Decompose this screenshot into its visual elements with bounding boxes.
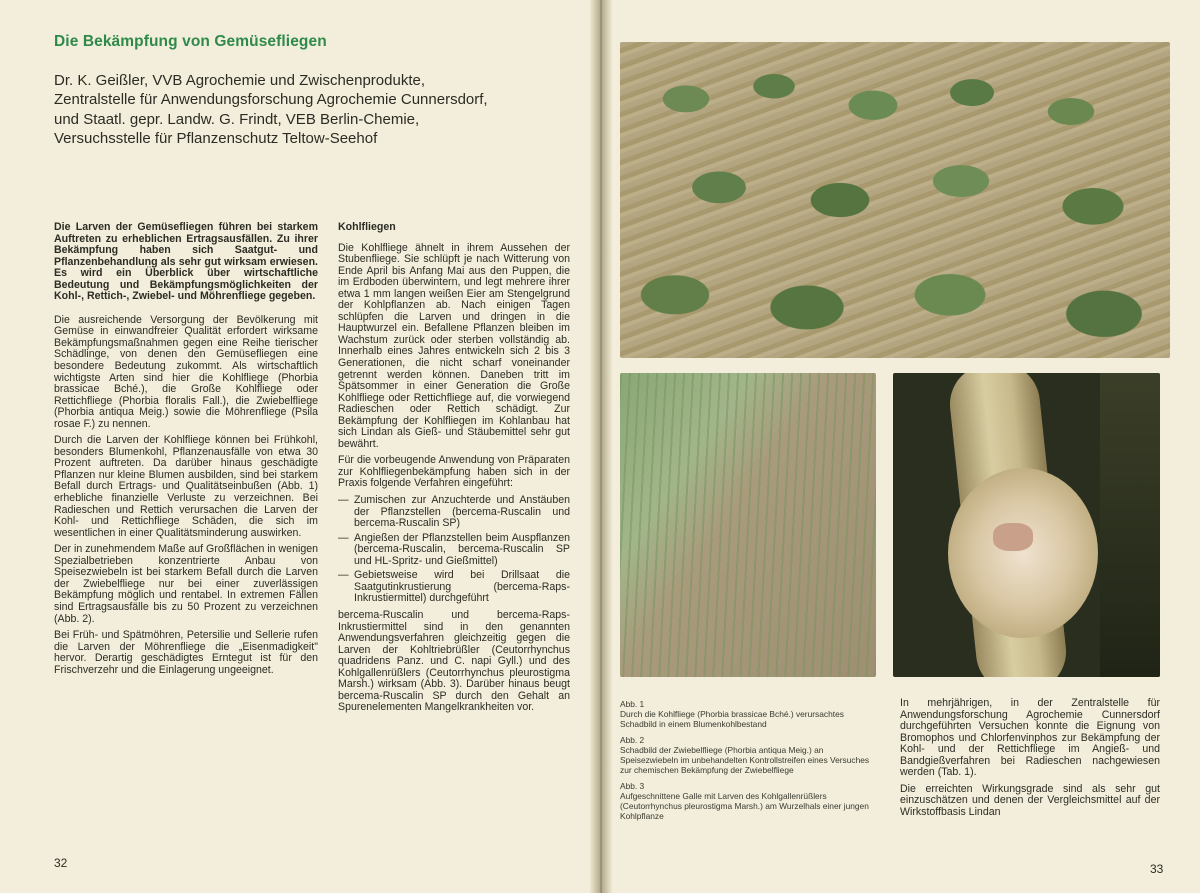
photo-onion-rows <box>620 373 876 677</box>
author-line: Zentralstelle für Anwendungsforschung Agrochemie Cunnersdorf, <box>54 91 488 109</box>
body-paragraph: Bei Früh- und Spätmöhren, Petersilie und Sellerie rufen die Larven der Möhrenfliege die „Eisenmadigkeit" hervor. Derartig geschädigtes Erntegut ist für den Frischverzehr und die Einlagerung ungeeignet. <box>54 629 318 676</box>
body-paragraph: Für die vorbeugende Anwendung von Präparaten zur Kohlfliegenbekämpfung haben sich in der Praxis folgende Verfahren eingeführt: <box>338 454 570 490</box>
photo-gall-opening <box>993 523 1033 551</box>
text-column-1 <box>54 222 318 681</box>
author-line: Dr. K. Geißler, VVB Agrochemie und Zwischenprodukte, <box>54 72 426 89</box>
list-item: — Zumischen zur Anzuchterde und Anstäuben der Pflanzstellen (bercema-Ruscalin und bercema-Ruscalin SP) <box>338 495 570 530</box>
photo-background <box>1100 373 1160 677</box>
figure-captions <box>620 699 882 827</box>
caption-text: Aufgeschnittene Galle mit Larven des Kohlgallenrüßlers (Ceutorrhynchus pleurostigma Marsh.) am Wurzelhals einer jungen Kohlpflanze <box>620 791 869 821</box>
text-column-3 <box>900 698 1160 823</box>
page-number: 33 <box>1150 862 1164 876</box>
book-gutter <box>590 0 612 893</box>
caption-text: Durch die Kohlfliege (Phorbia brassicae Bché.) verursachtes Schadbild in einem Blumenkohlbestand <box>620 709 844 729</box>
author-line: Versuchsstelle für Pflanzenschutz Teltow-Seehof <box>54 129 378 147</box>
list-item: — Angießen der Pflanzstellen beim Auspflanzen (bercema-Ruscalin, bercema-Ruscalin SP und HL-Spritz- und Gießmittel) <box>338 533 570 568</box>
author-block <box>54 71 574 148</box>
body-paragraph: Die Kohlfliege ähnelt in ihrem Aussehen der Stubenfliege. Sie schlüpft je nach Witterung von Ende April bis Anfang Mai aus den Puppen, die im Erdboden überwintern, und legt mehrere ihrer etwa 1 mm langen weißen Eier am Stengelgrund der Kohlpflanzen ab. Nach einigen Tagen schlüpfen die Larven und dringen in die Hauptwurzel ein. Befallene Pflanzen bleiben im Wachstum zurück oder sterben vollständig ab. Innerhalb eines Jahres entwickeln sich 2 bis 3 Generationen, die nicht scharf voneinander getrennt werden können. Daneben tritt im Spätsommer in einer Generation die Große Kohlfliege oder Rettichfliege auf, die vorwiegend Radieschen oder Rettich schädigt. Zur Bekämpfung der Kohlfliegen im Kohlanbau hat sich Lindan als Gieß- und Stäubemittel sehr gut bewährt. <box>338 241 570 450</box>
caption-text: Schadbild der Zwiebelfliege (Phorbia antiqua Meig.) an Speisezwiebeln im unbehandelten Kontrollstreifen eines Versuches zur chemischen Bekämpfung der Zwiebelfliege <box>620 745 870 775</box>
article-title: Die Bekämpfung von Gemüsefliegen <box>54 33 327 50</box>
photo-gall <box>948 468 1098 638</box>
caption-label: Abb. 3 <box>620 781 645 791</box>
section-heading: Kohlfliegen <box>338 221 396 233</box>
body-paragraph: Durch die Larven der Kohlfliege können bei Frühkohl, besonders Blumenkohl, Pflanzenausfälle von etwa 30 Prozent auftreten. Da darüber hinaus geschädigte Pflanzen nur kleine Blumen ausbilden, sind bei starkem Befall durch Ertrags- und Qualitätseinbußen (Abb. 1) erhebliche finanzielle Verluste zu verzeichnen. Bei Radieschen und Rettich verursachen die Larven der Kohl- und Rettichfliege Schäden, die sich im wesentlichen in einer Qualitätsminderung auswirken. <box>54 434 318 539</box>
body-paragraph: In mehrjährigen, in der Zentralstelle für Anwendungsforschung Agrochemie Cunnersdorf durchgeführten Versuchen konnte die Eignung von Bromophos und Chlorfenvinphos zur Bekämpfung der Kohl- und der Rettichfliege im Angieß- und Bandgießverfahren bei Radieschen nachgewiesen werden (Tab. 1). <box>900 697 1160 779</box>
procedure-list <box>338 495 570 605</box>
caption-label: Abb. 1 <box>620 699 645 709</box>
body-paragraph: bercema-Ruscalin und bercema-Raps-Inkrustiermittel sind in den genannten Anwendungsverfahren gleichzeitig gegen die Larven der Kohltriebrüßler (Ceutorrhynchus quadridens Panz. und C. napi Gyll.) und des Kohlgallenrüßlers (Ceutorrhynchus pleurostigma Marsh.) wirksam (Abb. 3). Darüber hinaus beugt bercema-Ruscalin SP durch den Gehalt an Spurenelementen Mangelkrankheiten vor. <box>338 608 570 714</box>
photo-root-gall <box>893 373 1160 677</box>
body-paragraph: Die erreichten Wirkungsgrade sind als sehr gut einzuschätzen und denen der Vergleichsmittel auf der Wirkstoffbasis Lindan <box>900 782 1160 818</box>
page-number: 32 <box>54 856 68 870</box>
text-column-2 <box>338 222 570 719</box>
photo-cauliflower-field <box>620 42 1170 358</box>
left-page <box>0 0 598 893</box>
body-paragraph: Der in zunehmendem Maße auf Großflächen in wenigen Spezialbetrieben konzentrierte Anbau von Speisezwiebeln ist bei starkem Befall durch die Larven der Zwiebelfliege nur bei einer zuverlässigen Bekämpfung möglich und rentabel. In extremen Fällen sind Ertragsausfälle bis zu 50 Prozent zu verzeichnen (Abb. 2). <box>54 543 318 625</box>
lead-paragraph: Die Larven der Gemüsefliegen führen bei starkem Auftreten zu erheblichen Ertragsausfällen. Zu ihrer Bekämpfung haben sich Saatgut- und Pflanzenbehandlung als sehr gut wirksam erwiesen. Es wird ein Überblick über wirtschaftliche Bedeutung und Bekämpfungsmöglichkeiten der Kohl-, Rettich-, Zwiebel- und Möhrenfliege gegeben. <box>54 221 318 303</box>
body-paragraph: Die ausreichende Versorgung der Bevölkerung mit Gemüse in einwandfreier Qualität erfordert wirksame Bekämpfungsmaßnahmen gegen eine Reihe tierischer Schädlinge, von denen den Gemüsefliegen eine besondere Bedeutung zukommt. Als wirtschaftlich wichtigste Arten sind hier die Kohlfliege (Phorbia brassicae Bché.), die Große Kohlfliege oder Rettichfliege (Phorbia floralis Fall.), die Zwiebelfliege (Phorbia antiqua Meig.) sowie die Möhrenfliege (Psila rosae F.) zu nennen. <box>54 313 318 430</box>
list-item: — Gebietsweise wird bei Drillsaat die Saatgutinkrustierung (bercema-Raps-Inkrustiermittel) durchgeführt <box>338 570 570 605</box>
author-line: und Staatl. gepr. Landw. G. Frindt, VEB Berlin-Chemie, <box>54 110 420 128</box>
caption-label: Abb. 2 <box>620 735 645 745</box>
